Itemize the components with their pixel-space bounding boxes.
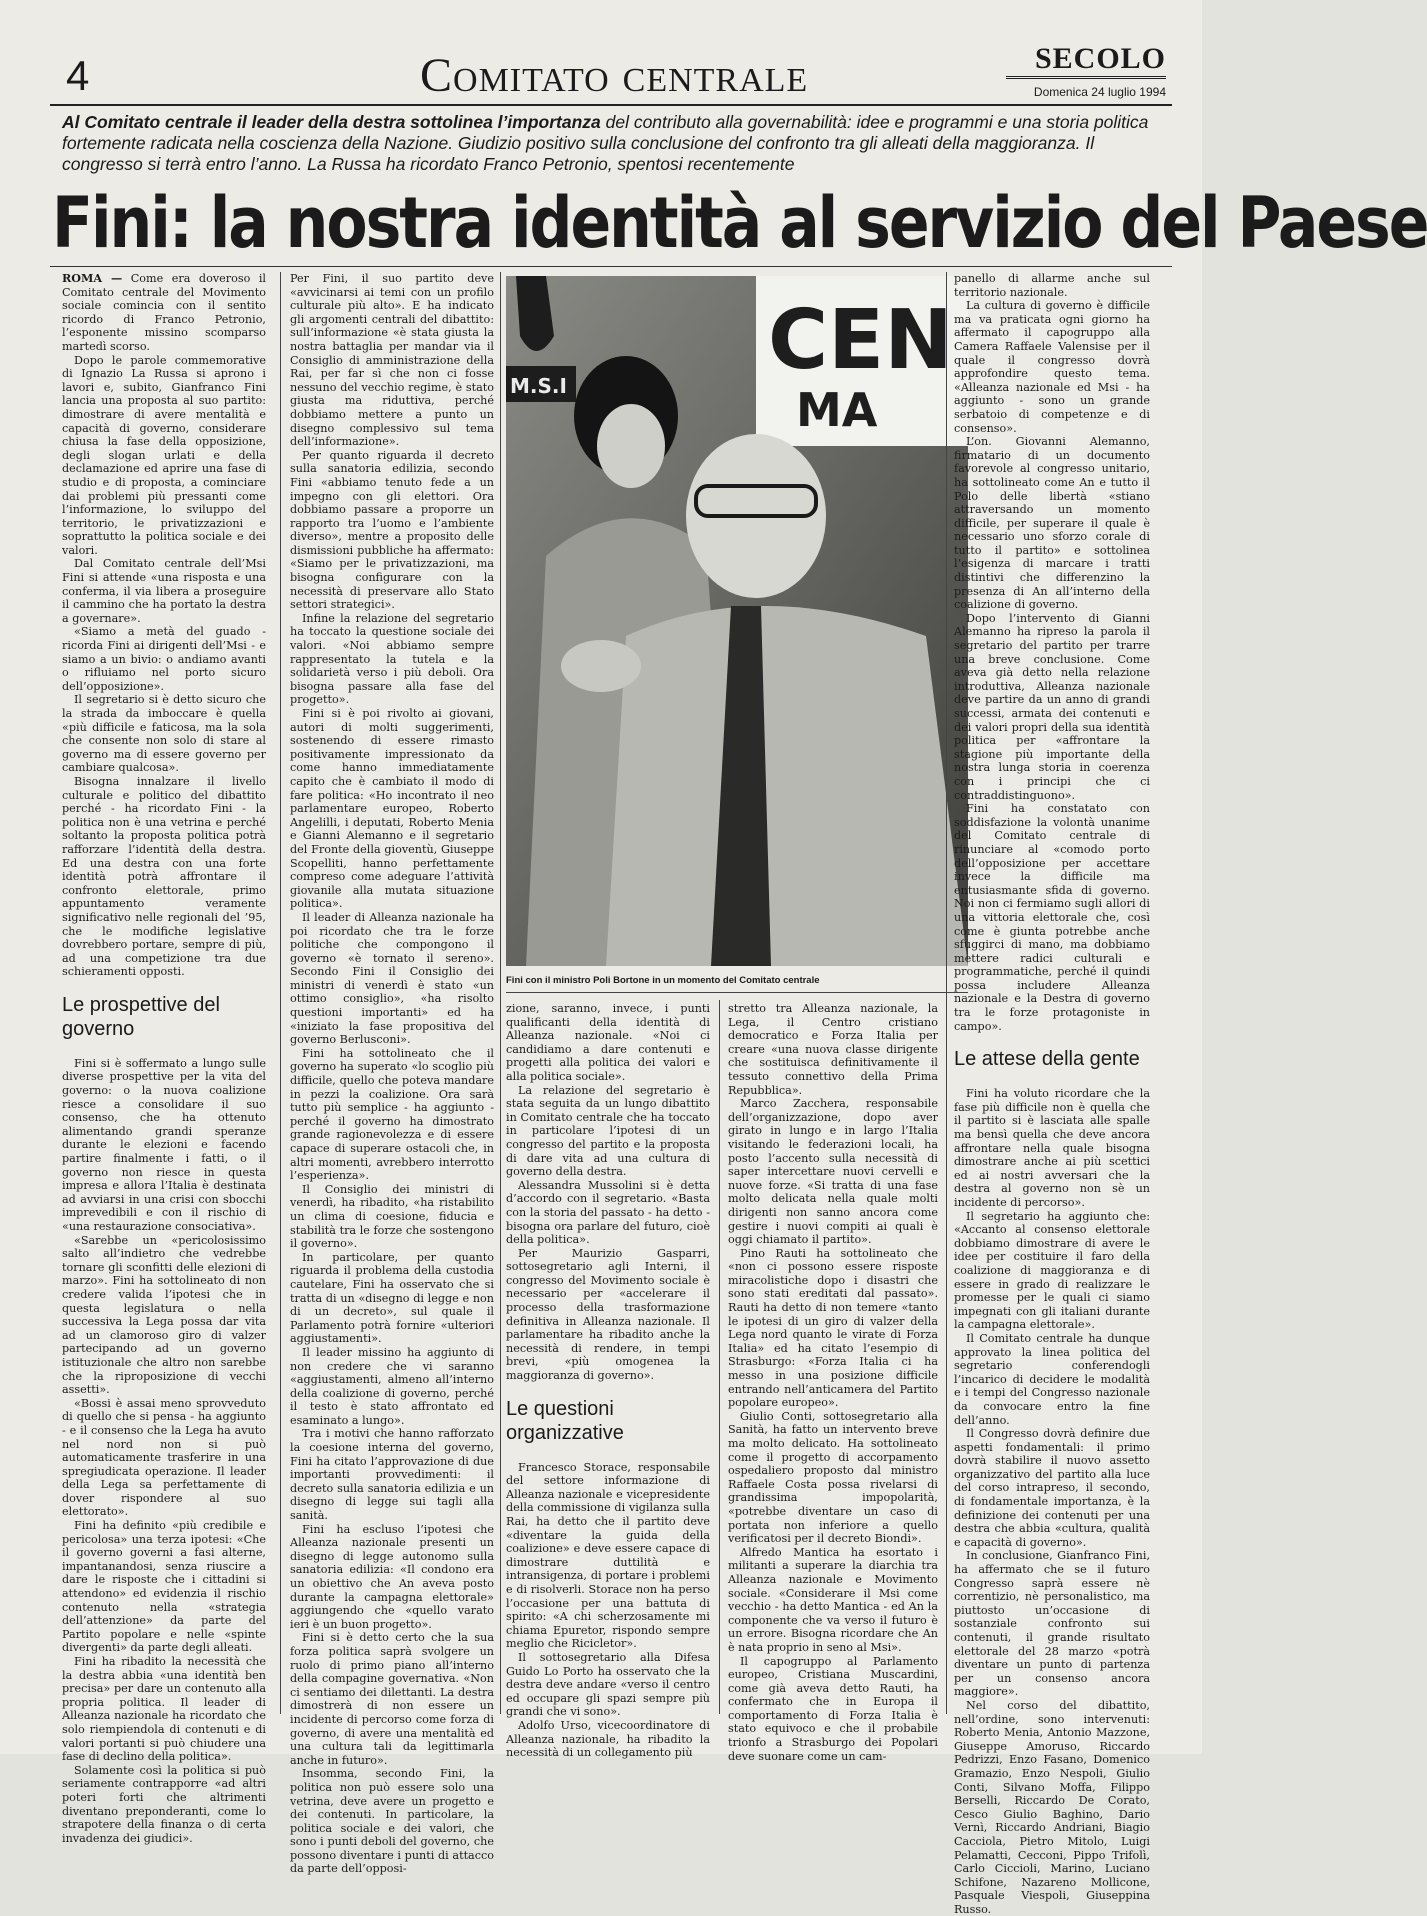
paragraph: Il Comitato centrale ha dunque approvato la linea politica del segretario conferendogli l’incarico di decidere le modalità e i tempi del Congresso nazionale da convocare entro la fine dell’anno.: [954, 1331, 1150, 1427]
headline-rule: [50, 266, 1172, 267]
paragraph: stretto tra Alleanza nazionale, la Lega, il Centro cristiano democratico e Forza Italia per creare «una nuova classe dirigente che sostituisca definitivamente il tessuto connettivo della Prima Repubblica».: [728, 1002, 938, 1097]
paragraph: Tra i motivi che hanno rafforzato la coesione interna del governo, Fini ha citato l’approvazione di due importanti provvedimenti: il decreto sulla sanatoria edilizia e un disegno di legge sui tagli alla sanità.: [290, 1427, 494, 1523]
paragraph: In conclusione, Gianfranco Fini, ha affermato che se il futuro Congresso saprà essere nè correntizio, nè personalistico, ma piuttosto un’occasione di sostanziale confronto sui contenuti, il grande risultato elettorale del 28 marzo «potrà diventare un punto di partenza per un consenso ancora maggiore».: [954, 1549, 1150, 1699]
column-3: [506, 1002, 710, 1760]
paragraph: Per quanto riguarda il decreto sulla sanatoria edilizia, secondo Fini «abbiamo tenuto fede a un impegno con gli elettori. Ora dobbiamo passare a proporre un rapporto tra l’uomo e l’ambiente diverso», mentre a proposito delle dismissioni pubbliche ha affermato: «Siamo per le privatizzazioni, ma bisogna configurare con la necessità di preservare allo Stato settori strategici».: [290, 448, 494, 612]
column-4: [728, 1002, 938, 1763]
banner-text: CEN: [768, 293, 953, 388]
paragraph: Per Fini, il suo partito deve «avvicinarsi ai temi con un profilo culturale più alto». E ha indicato gli argomenti centrali del dibattito: sull’informazione «è stata giusta la nostra battaglia per mandar via il Consiglio di amministrazione della Rai, per far sì che non ci fosse nessuno del vecchio regime, è stato giusta ma riduttiva, perché dobbiamo mettere a punto un disegno complessivo sul tema dell’informazione».: [290, 272, 494, 449]
paragraph-text: Come era doveroso il Comitato centrale del Movimento sociale comincia con il sentito ricordo di Franco Petronio, l’esponente missino scomparso martedì scorso.: [62, 272, 266, 353]
caption-rule: [506, 992, 968, 993]
paragraph: Il sottosegretario alla Difesa Guido Lo Porto ha osservato che la destra deve andare «verso il centro ed occupare gli spazi sempre più grandi che vi sono».: [506, 1650, 710, 1719]
header-rule: [50, 104, 1172, 106]
handshake: [561, 640, 641, 692]
masthead: [1006, 44, 1166, 99]
paragraph: Fini ha ribadito la necessità che la destra abbia «una identità ben precisa» per dare un contenuto alla propria politica. Il leader di Alleanza nazionale ha ricordato che solo riempiendola di contenuti e di valori portanti si può chiudere una fase di declino della politica».: [62, 1655, 266, 1764]
paragraph: Alessandra Mussolini si è detta d’accordo con il segretario. «Basta con la storia del passato - ha detto - bisogna ora parlare del futuro, cioè della politica».: [506, 1178, 710, 1247]
paragraph: L’on. Giovanni Alemanno, firmatario di un documento favorevole al congresso unitario, ha sottolineato come An e tutto il Polo delle libertà «stiano attraversando un momento difficile, per superare il quale è necessario uno sforzo corale di tutto il partito» e sottolinea l’esigenza di marcare i tratti distintivi che differenzino la presenza di An all’interno della coalizione di governo.: [954, 435, 1150, 612]
subheading: Le attese della gente: [954, 1048, 1140, 1071]
paragraph: Il Congresso dovrà definire due aspetti fondamentali: il primo dovrà stabilire il nuovo assetto organizzativo del partito alla luce del corso intrapreso, il secondo, di fondamentale importanza, è la definizione dei contenuti per una destra che abbia «cultura, qualità e capacità di governo».: [954, 1427, 1150, 1549]
paragraph: Dopo l’intervento di Gianni Alemanno ha ripreso la parola il segretario del partito per trarre una breve conclusione. Come aveva già detto nella relazione introduttiva, Alleanza nazionale deve partire da un anno di grandi successi, armata dei contenuti e dei valori propri della sua identità politica per «affrontare la stagione più importante della nostra lunga storia in coerenza con i principi che ci contraddistinguono».: [954, 611, 1150, 802]
paragraph: In particolare, per quanto riguarda il problema della custodia cautelare, Fini ha osservato che si tratta di un «disegno di legge e non di un decreto», sul quale il Parlamento potrà fornire «ulteriori aggiustamenti».: [290, 1250, 494, 1346]
paragraph: Il Consiglio dei ministri di venerdì, ha ribadito, «ha ristabilito un clima di coesione, fiducia e stabilità tra le forze che sostengono il governo».: [290, 1182, 494, 1251]
paragraph: [62, 272, 266, 354]
paragraph: «Bossi è assai meno sprovveduto di quello che si pensa - ha aggiunto - e il consenso che la Lega ha avuto nel nord non si può automaticamente trasferire in una spregiudicata operazione. Il leader della Lega sa perfettamente di dover rispondere al suo elettorato».: [62, 1396, 266, 1519]
paragraph: Il segretario ha aggiunto che: «Accanto al consenso elettorale dobbiamo dimostrare di avere le idee per costituire il faro della coalizione di maggioranza e di essere in grado di realizzare le promesse per le quali ci siamo impegnati con gli italiani durante la campagna elettorale».: [954, 1209, 1150, 1332]
column-divider: [946, 272, 947, 1714]
paragraph: «Sarebbe un «pericolosissimo salto all’indietro che vedrebbe tornare gli sconfitti delle elezioni di marzo». Fini ha sottolineato di non credere valida l’ipotesi che in questa legislatura o nella successiva la Lega possa dar vita ad un clamoroso giro di valzer partecipando ad un governo istituzionale che altro non sarebbe che la riproposizione di vecchi assetti».: [62, 1233, 266, 1397]
photo-fini-poli-bortone: [506, 276, 968, 966]
paragraph: Il segretario si è detto sicuro che la strada da imboccare è quella «più difficile e faticosa, ma la sola che consente non solo di stare al governo ma di essere governo per cambiare qualcosa».: [62, 693, 266, 775]
column-2: [290, 272, 494, 1876]
column-divider: [500, 272, 501, 1714]
paragraph: Il capogruppo al Parlamento europeo, Cristiana Muscardini, come già aveva detto Rauti, ha confermato che in Europa il comportamento di Forza Italia è stato equivoco e che il probabile trionfo a Strasburgo dei Popolari deve suonare come un cam-: [728, 1654, 938, 1763]
party-logo-text: M.S.I: [510, 374, 567, 398]
paragraph: zione, saranno, invece, i punti qualificanti della identità di Alleanza nazionale. «Noi ci candidiamo a dare contenuti e progetti alla politica dei valori e alla politica sociale».: [506, 1002, 710, 1083]
paragraph: Fini ha escluso l’ipotesi che Alleanza nazionale presenti un disegno di legge autonomo sulla sanatoria edilizia: «Il condono era un obiettivo che An aveva posto durante la campagna elettorale» aggiungendo che «quello varato ieri è un buon progetto».: [290, 1522, 494, 1631]
column-5: [954, 272, 1150, 1916]
paragraph: panello di allarme anche sul territorio nazionale.: [954, 272, 1150, 299]
standfirst: [62, 112, 1162, 175]
paragraph: Fini si è detto certo che la sua forza politica saprà svolgere un ruolo di primo piano all’interno della compagine governativa. «Non ci sentiamo dei dilettanti. La destra dimostrerà di non essere un incidente di percorso come forza di governo, di avere una mentalità ed una cultura tali da legittimarla anche in futuro».: [290, 1631, 494, 1767]
photo-caption: Fini con il ministro Poli Bortone in un momento del Comitato centrale: [506, 975, 820, 986]
page-number: 4: [66, 52, 90, 99]
banner-text-2: MA: [796, 383, 878, 437]
section-title: Comitato centrale: [420, 49, 809, 102]
column-1: [62, 271, 266, 1845]
man-jacket: [606, 606, 968, 966]
paragraph: Fini ha constatato con soddisfazione la volontà unanime del Comitato centrale di rinunciare al «comodo porto dell’opposizione per accettare invece la difficile ma entusiasmante sfida di governo. Noi non ci fermiamo sugli allori di una vittoria elettorale che, così come è giunta potrebbe anche sfuggirci di mano, ma dobbiamo mettere radici culturali e programmatiche, perché il quindi possa includere Alleanza nazionale e la Destra di governo tra le forze protagoniste in campo».: [954, 802, 1150, 1033]
column-divider: [719, 1000, 720, 1714]
headline: Fini: la nostra identità al servizio del Paese: [52, 182, 1427, 265]
paragraph: La cultura di governo è difficile ma va praticata ogni giorno ha affermato il capogruppo alla Camera Raffaele Valensise per il quale il congresso dovrà approfondire questo tema. «Alleanza nazionale ed Msi - ha aggiunto - sono un grande serbatoio di competenze e di consenso».: [954, 299, 1150, 435]
paragraph: Solamente così la politica si può seriamente contrapporre «ad altri poteri forti che altrimenti diventano preponderanti, come lo strapotere della finanza o di certa invadenza dei giudici».: [62, 1763, 266, 1845]
paragraph: Giulio Conti, sottosegretario alla Sanità, ha fatto un intervento breve ma molto delicato. Ha sottolineato come il progetto di accorpamento ospedaliero proposto dal ministro Raffaele Costa possa rivelarsi di grandissima impopolarità, «potrebbe diventare un caso di portata non inferiore a quello verificatosi per il decreto Biondi».: [728, 1409, 938, 1546]
paragraph: Il leader missino ha aggiunto di non credere che vi saranno «aggiustamenti, almeno all’interno della coalizione di governo, perché il testo è stato affrontato ed esaminato a lungo».: [290, 1345, 494, 1427]
paragraph: Bisogna innalzare il livello culturale e politico del dibattito perché - ha ricordato Fini - la politica non è una vetrina e perché soltanto la proposta politica potrà rafforzare l’identità della destra. Ed una destra con una forte identità potrà affrontare il confronto elettorale, primo appuntamento veramente significativo nelle regionali del ’95, che le modifiche legislative dovrebbero portare, sempre di più, ad una competizione tra due schieramenti opposti.: [62, 774, 266, 979]
issue-date: Domenica 24 luglio 1994: [1033, 85, 1166, 99]
subheading: Le prospettive del governo: [62, 993, 220, 1040]
paragraph: Per Maurizio Gasparri, sottosegretario agli Interni, il congresso del Movimento sociale è necessario per «accelerare il processo della trasformazione definitiva in Alleanza nazionale. Il parlamentare ha ribadito anche la necessità di rendere, in tempi brevi, «più omogenea la maggioranza di governo».: [506, 1246, 710, 1383]
paragraph: Fini ha definito «più credibile e pericolosa» una terza ipotesi: «Che il governo governi a fasi alterne, impantanandosi, senza riuscire a dare le risposte che i cittadini si attendono» ed evidenzia il rischio contenuto nella «strategia dell’attenzione» da parte del Partito popolare e nelle «spinte divergenti» da parte degli alleati.: [62, 1519, 266, 1655]
paragraph: Fini ha voluto ricordare che la fase più difficile non è quella che il partito si è lasciata alle spalle ma bensì quella che deve ancora affrontare nella quale bisogna dimostrare anche ai più scettici ed ai nostri avversari che la destra al governo non sè un incidente di percorso».: [954, 1087, 1150, 1209]
paragraph: Dopo le parole commemorative di Ignazio La Russa si aprono i lavori e, subito, Gianfranco Fini lancia una proposta al suo partito: dimostrare di avere mentalità e capacità di governo, considerare chiusa la fase della opposizione, degli slogan urlati e della declamazione ed aprire una fase di studio e di proposta, a cominciare dai problemi più pressanti come l’informazione, lo sviluppo del territorio, le privatizzazioni e soprattutto la politica sociale e dei valori.: [62, 353, 266, 557]
paragraph: Francesco Storace, responsabile del settore informazione di Alleanza nazionale e vicepresidente della commissione di vigilanza sulla Rai, ha detto che il partito deve «diventare la guida della coalizione» e deve essere capace di dimostrare duttilità e intransigenza, di portare i problemi e di risolverli. Storace non ha perso l’occasione per una battuta di spirito: «A chi scherzosamente mi chiama Epuretor, rispondo sempre meglio che Ricicletor».: [506, 1460, 710, 1651]
paragraph: Fini si è soffermato a lungo sulle diverse prospettive per la vita del governo: o la nuova coalizione riesce a consolidare il suo consenso, che ha ottenuto alimentando grandi speranze durante le elezioni e facendo partire finalmente i fatti, o il governo non riesce in questa impresa e allora l’Italia è destinata ad avviarsi in una crisi con sbocchi imprevedibili e con il rischio di «una restaurazione consociativa».: [62, 1056, 266, 1233]
subheading: Le questioni organizzative: [506, 1397, 624, 1444]
paragraph: Alfredo Mantica ha esortato i militanti a superare la diarchia tra Alleanza nazionale e Movimento sociale. «Considerare il Msi come vecchio - ha detto Mantica - ed An la componente che va verso il futuro è un errore. Bisogna ricordare che An è nata proprio in seno al Msi».: [728, 1545, 938, 1654]
standfirst-rest: del contributo alla governabilità: idee e programmi e una storia politica fortemente radicata nella coscienza della Nazione. Giudizio positivo sulla conclusione del confronto tra gli alleati della maggioranza. Il congresso si terrà entro l’anno. La Russa ha ricordato Franco Petronio, spentosi recentemente: [62, 112, 1149, 174]
paragraph: Nel corso del dibattito, nell’ordine, sono intervenuti: Roberto Menia, Antonio Mazzone, Giuseppe Amoruso, Riccardo Pedrizzi, Enzo Fasano, Domenico Gramazio, Enzo Nespoli, Giulio Conti, Silvano Moffa, Filippo Berselli, Riccardo De Corato, Cesco Giulio Baghino, Dario Vernì, Riccardo Andriani, Biagio Cacciola, Pietro Mitolo, Luigi Pelamatti, Cecconi, Pippo Trifolì, Carlo Ciccioli, Marino, Luciano Schifone, Nazareno Mollicone, Pasquale Viespoli, Giuseppina Russo.: [954, 1698, 1150, 1916]
paragraph: Insomma, secondo Fini, la politica non può essere solo una vetrina, deve avere un progetto e dei contenuti. In particolare, la politica sociale e dei valori, che sono i punti deboli del governo, che possono diventare i punti di attacco da parte dell’opposi-: [290, 1767, 494, 1876]
column-divider: [280, 272, 281, 1714]
paragraph: Adolfo Urso, vicecoordinatore di Alleanza nazionale, ha ribadito la necessità di un collegamento più: [506, 1718, 710, 1760]
photo-illustration: [506, 276, 968, 966]
paragraph: La relazione del segretario è stata seguita da un lungo dibattito in Comitato centrale che ha toccato in particolare l’ipotesi di un congresso del partito e la proposta di dare vita ad una cultura di governo della destra.: [506, 1083, 710, 1179]
paragraph: Fini ha sottolineato che il governo ha superato «lo scoglio più difficile, quello che poteva mandare in pezzi la coalizione. Ora sarà tutto più semplice - ha aggiunto - perché il governo ha dimostrato grande ragionevolezza e di essere capace di superare ostacoli che, in altri momenti, avrebbero interrotto l’esperienza».: [290, 1046, 494, 1183]
paragraph: Infine la relazione del segretario ha toccato la questione sociale dei valori. «Noi abbiamo sempre rappresentato la tutela e la solidarietà verso i più deboli. Ora bisogna passare alla fase del progetto».: [290, 611, 494, 707]
woman-face: [597, 404, 665, 488]
paragraph: Il leader di Alleanza nazionale ha poi ricordato che tra le forze politiche che compongono il governo «è tornato il sereno». Secondo Fini il Consiglio dei ministri di venerdì è stato «un ottimo consiglio», «ha risolto questioni importanti» ed ha «iniziato la fase propositiva del governo Berlusconi».: [290, 910, 494, 1047]
paragraph: Pino Rauti ha sottolineato che «non ci possono essere risposte miracolistiche dopo i disastri che sono stati ereditati dal passato». Rauti ha detto di non temere «tanto le ipotesi di un giro di valzer della Lega nord quanto le virate di Forza Italia» ed ha citato l’esempio di Strasburgo: «Forza Italia ci ha messo in una posizione difficile entrando nell’anticamera del Partito popolare europeo».: [728, 1246, 938, 1410]
paragraph: Fini si è poi rivolto ai giovani, autori di molti suggerimenti, sostenendo di essere rimasto positivamente impressionato da come hanno immediatamente capito che è cambiato il modo di fare politica: «Ho incontrato il neo parlamentare europeo, Roberto Angelilli, i deputati, Roberto Menia e Gianni Alemanno e il segretario del Fronte della gioventù, Giuseppe Scopelliti, hanno perfettamente compreso come adeguare l’attività giovanile alla mutata situazione politica».: [290, 707, 494, 911]
paragraph: Marco Zacchera, responsabile dell’organizzazione, dopo aver girato in lungo e in largo l’Italia visitando le federazioni locali, ha posto l’accento sulla necessità di saper intercettare nuovi cervelli e nuove forze. «Si tratta di una fase molto delicata nella quale molti dirigenti non sanno ancora come gestire i nuovi compiti ai quali è oggi chiamato il partito».: [728, 1097, 938, 1247]
standfirst-bold: Al Comitato centrale il leader della destra sottolinea l’importanza: [62, 112, 601, 132]
masthead-logo: SECOLO: [1006, 44, 1166, 79]
paragraph: «Siamo a metà del guado - ricorda Fini ai dirigenti dell’Msi - e siamo a un bivio: o andiamo avanti o rifluiamo nel porto sicuro dell’opposizione».: [62, 625, 266, 693]
dateline: ROMA —: [62, 271, 123, 285]
paragraph: Dal Comitato centrale dell’Msi Fini si attende «una risposta e una conferma, il via libera a proseguire il cammino che ha portato la destra a governare».: [62, 557, 266, 625]
